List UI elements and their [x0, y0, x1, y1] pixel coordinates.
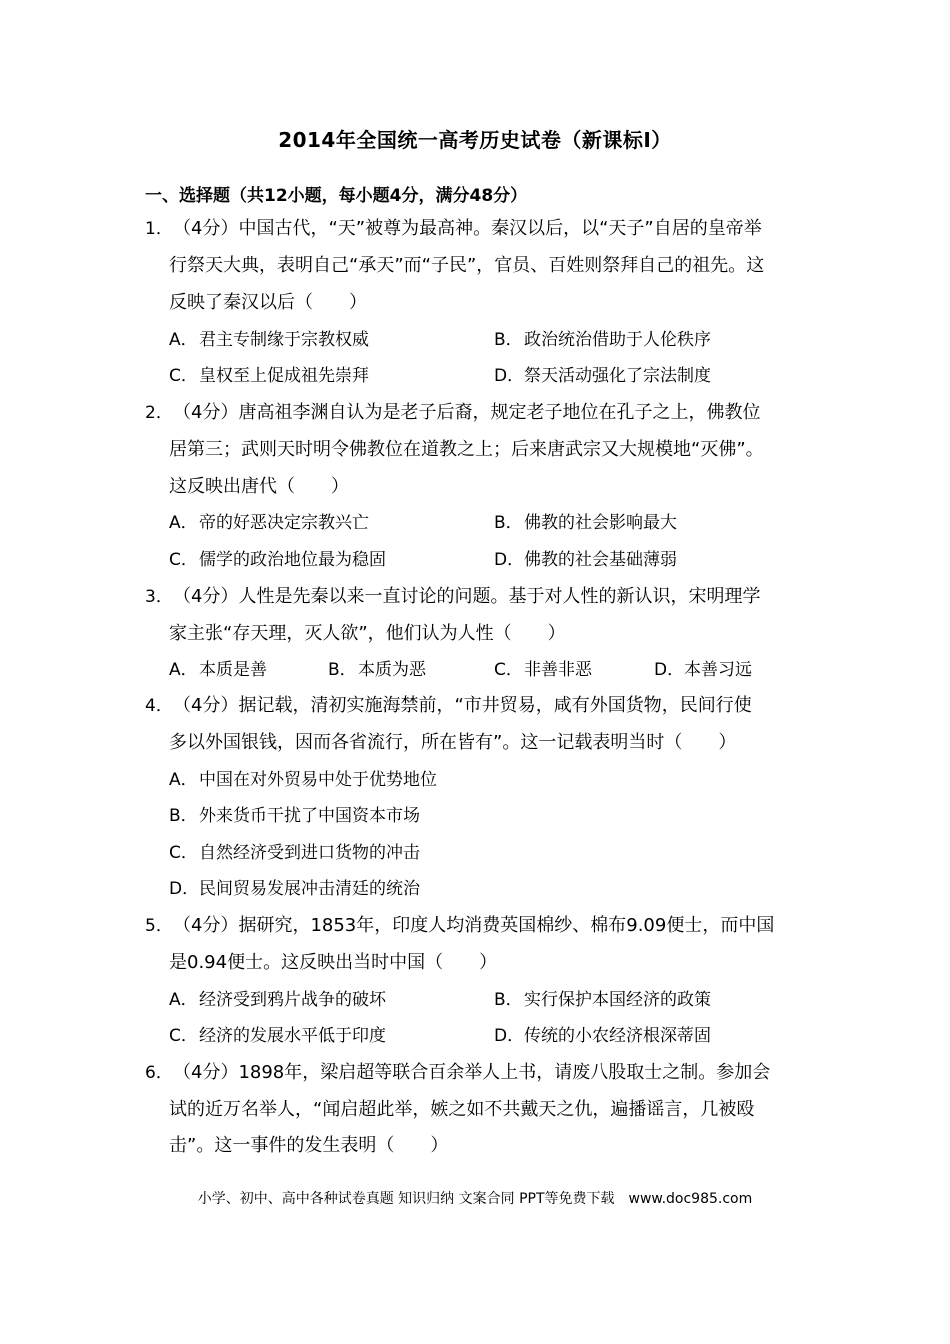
question-number: 6．: [145, 1063, 173, 1083]
option-text: 非善非恶: [524, 660, 592, 680]
option-letter: B．: [494, 330, 523, 350]
option-text: 中国在对外贸易中处于优势地位: [199, 770, 437, 790]
question-text-line: （4分）中国古代，“天”被尊为最高神。秦汉以后，以“天子”自居的皇帝举: [173, 218, 762, 239]
option-text: 本善习远: [684, 660, 752, 680]
option-letter: A．: [169, 513, 198, 533]
question-text-line: （4分）据研究，1853年，印度人均消费英国棉纱、棉布9.09便士，而中国: [173, 915, 775, 936]
option-text: 传统的小农经济根深蒂固: [524, 1026, 711, 1046]
option-letter: D．: [654, 660, 685, 680]
option-letter: A．: [169, 330, 198, 350]
section-heading: 一、选择题（共12小题，每小题4分，满分48分）: [145, 186, 528, 206]
option-a: [169, 511, 369, 535]
page-footer: 小学、初中、高中各种试卷真题 知识归纳 文案合同 PPT等免费下载 www.doc985.com: [197, 1191, 753, 1207]
option-text: 民间贸易发展冲击清廷的统治: [199, 879, 420, 899]
option-a: [169, 988, 386, 1012]
option-a: [169, 768, 437, 792]
option-b: [494, 328, 711, 352]
option-letter: D．: [169, 879, 200, 899]
option-text: 帝的好恶决定宗教兴亡: [199, 513, 369, 533]
option-text: 经济受到鸦片战争的破坏: [199, 990, 386, 1010]
option-letter: D．: [494, 550, 525, 570]
option-text: 经济的发展水平低于印度: [199, 1026, 386, 1046]
option-letter: C．: [169, 843, 198, 863]
question-text-line: 击”。这一事件的发生表明（ ）: [169, 1135, 449, 1156]
question-text-line: 行祭天大典，表明自己“承天”而“子民”，官员、百姓则祭拜自己的祖先。这: [169, 255, 765, 276]
page-title: 2014年全国统一高考历史试卷（新课标I）: [278, 128, 672, 152]
option-letter: D．: [494, 366, 525, 386]
option-d: [494, 548, 677, 572]
option-letter: D．: [494, 1026, 525, 1046]
option-text: 自然经济受到进口货物的冲击: [199, 843, 420, 863]
question-text-line: 试的近万名举人，“闻启超此举，嫉之如不共戴天之仇，遍播谣言，几被殴: [169, 1099, 755, 1120]
option-d: [654, 658, 752, 682]
option-text: 实行保护本国经济的政策: [524, 990, 711, 1010]
option-c: [169, 1024, 386, 1048]
question-number: 5．: [145, 916, 173, 936]
option-a: [169, 328, 369, 352]
option-letter: A．: [169, 660, 198, 680]
question-text-line: （4分）据记载，清初实施海禁前，“市井贸易，咸有外国货物，民间行使: [173, 695, 752, 716]
option-letter: A．: [169, 990, 198, 1010]
option-letter: B．: [328, 660, 357, 680]
option-text: 祭天活动强化了宗法制度: [524, 366, 711, 386]
option-b: [169, 804, 420, 828]
option-letter: B．: [494, 990, 523, 1010]
option-b: [494, 988, 711, 1012]
option-a: [169, 658, 267, 682]
option-letter: C．: [169, 1026, 198, 1046]
option-text: 政治统治借助于人伦秩序: [524, 330, 711, 350]
question-text-line: 这反映出唐代（ ）: [169, 476, 349, 497]
option-text: 皇权至上促成祖先崇拜: [199, 366, 369, 386]
option-text: 外来货币干扰了中国资本市场: [199, 806, 420, 826]
option-letter: C．: [169, 550, 198, 570]
question-text-line: 家主张“存天理，灭人欲”，他们认为人性（ ）: [169, 623, 566, 644]
option-c: [169, 364, 369, 388]
option-c: [169, 841, 420, 865]
option-d: [494, 364, 711, 388]
question-number: 4．: [145, 696, 173, 716]
option-text: 本质是善: [199, 660, 267, 680]
option-c: [169, 548, 386, 572]
option-letter: B．: [169, 806, 198, 826]
option-b: [494, 511, 677, 535]
option-letter: C．: [169, 366, 198, 386]
option-text: 君主专制缘于宗教权威: [199, 330, 369, 350]
option-text: 佛教的社会基础薄弱: [524, 550, 677, 570]
option-letter: B．: [494, 513, 523, 533]
question-text-line: （4分）唐高祖李渊自认为是老子后裔，规定老子地位在孔子之上，佛教位: [173, 402, 761, 423]
option-letter: A．: [169, 770, 198, 790]
option-d: [494, 1024, 711, 1048]
option-c: [494, 658, 592, 682]
option-d: [169, 877, 420, 901]
option-letter: C．: [494, 660, 523, 680]
question-text-line: 反映了秦汉以后（ ）: [169, 292, 367, 313]
question-text-line: （4分）1898年，梁启超等联合百余举人上书，请废八股取士之制。参加会: [173, 1062, 771, 1083]
question-number: 1．: [145, 219, 173, 239]
question-text-line: 是0.94便士。这反映出当时中国（ ）: [169, 952, 498, 973]
option-b: [328, 658, 426, 682]
question-text-line: （4分）人性是先秦以来一直讨论的问题。基于对人性的新认识，宋明理学: [173, 586, 761, 607]
option-text: 儒学的政治地位最为稳固: [199, 550, 386, 570]
question-number: 3．: [145, 587, 173, 607]
option-text: 本质为恶: [358, 660, 426, 680]
question-number: 2．: [145, 403, 173, 423]
question-text-line: 多以外国银钱，因而各省流行，所在皆有”。这一记载表明当时（ ）: [169, 732, 737, 753]
question-text-line: 居第三；武则天时明令佛教位在道教之上；后来唐武宗又大规模地“灭佛”。: [169, 439, 764, 460]
option-text: 佛教的社会影响最大: [524, 513, 677, 533]
